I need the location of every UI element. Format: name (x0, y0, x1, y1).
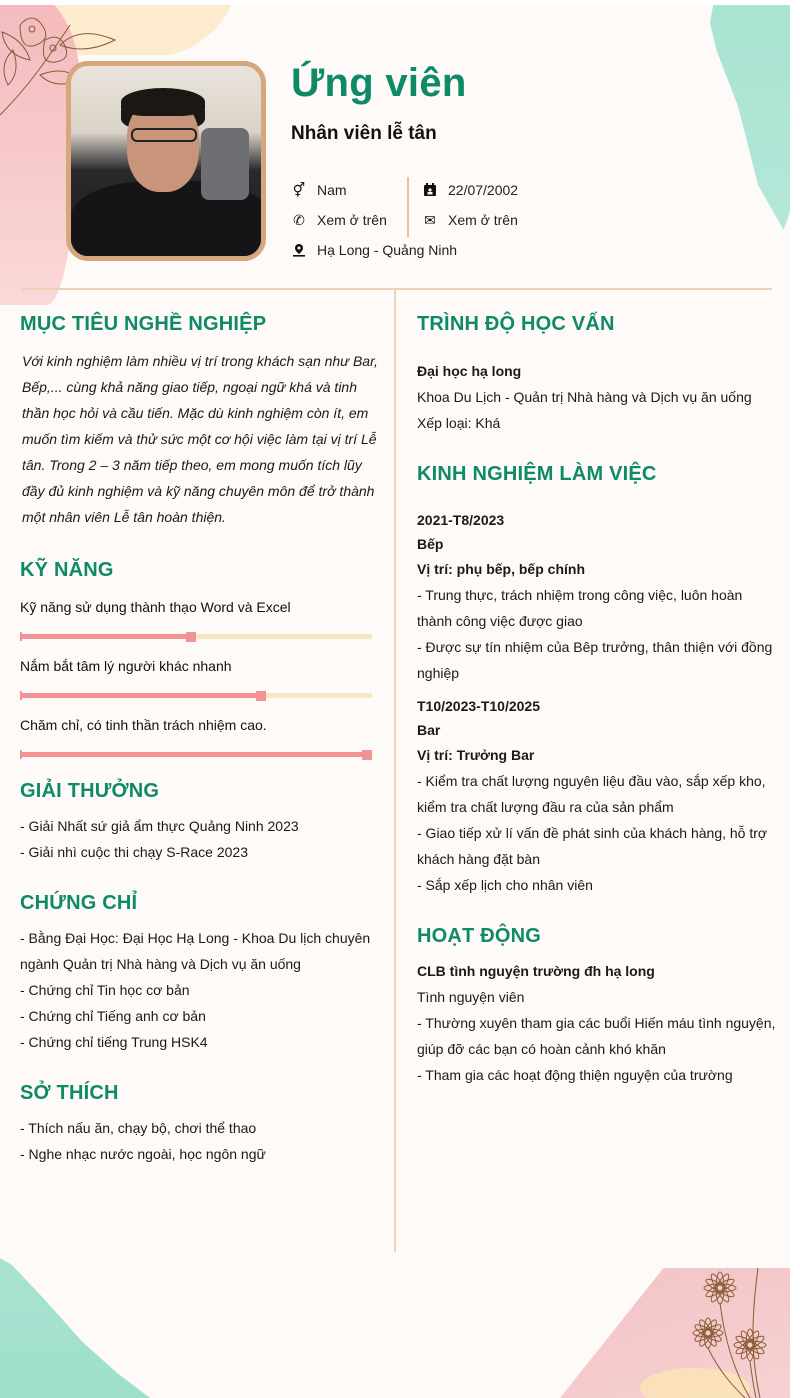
objective-text: Với kinh nghiệm làm nhiều vị trí trong khách sạn như Bar, Bếp,... cùng khả năng giao tiếp, ngoại ngữ khá và tinh thần học hỏi và cầu tiến. Mặc dù kinh nghiệm còn ít, em muốn tìm kiếm và thử sức một cơ hội việc làm tại vị trí Lễ tân. Trong 2 – 3 năm tiếp theo, em mong muốn tích lũy đầy đủ kinh nghiệm và kỹ năng chuyên môn để trở thành một nhân viên Lễ tân hoàn thiện. (22, 353, 378, 525)
objective-section (20, 310, 380, 530)
award-item: - Giải Nhất sứ giả ẩm thực Quảng Ninh 2023 (20, 818, 299, 834)
skill-label: Chăm chỉ, có tinh thần trách nhiệm cao. (20, 717, 267, 733)
skill-item (20, 653, 380, 698)
birthdate-value: 22/07/2002 (448, 182, 519, 198)
certificates-section (20, 889, 380, 1055)
job-entry (417, 694, 777, 898)
hobby-item: - Nghe nhạc nước ngoài, học ngôn ngữ (20, 1146, 266, 1162)
job-company: Bếp (417, 536, 444, 552)
hobbies-title: SỞ THÍCH (20, 1082, 119, 1104)
left-column (20, 310, 380, 1167)
skill-item (20, 594, 380, 639)
certificate-item: - Chứng chỉ Tin học cơ bản (20, 982, 190, 998)
activities-section (417, 922, 777, 1088)
activity-detail: - Tham gia các hoạt động thiện nguyện của trường (417, 1067, 733, 1083)
awards-title: GIẢI THƯỞNG (20, 780, 160, 802)
job-detail: - Sắp xếp lịch cho nhân viên (417, 877, 593, 893)
skill-bar (20, 634, 372, 639)
job-detail: - Kiểm tra chất lượng nguyên liệu đầu vào, sắp xếp kho, kiểm tra chất lượng đầu ra của sản phẩm (417, 773, 766, 815)
school-name: Đại học hạ long (417, 363, 522, 379)
column-divider (394, 290, 396, 1252)
skill-bar (20, 693, 372, 698)
cv-page (0, 5, 790, 1398)
skill-item (20, 712, 380, 757)
job-position: Vị trí: phụ bếp, bếp chính (417, 561, 585, 577)
skill-label: Nắm bắt tâm lý người khác nhanh (20, 658, 232, 674)
grade: Xếp loại: Khá (417, 415, 501, 431)
job-period: 2021-T8/2023 (417, 512, 505, 528)
calendar-icon (422, 182, 438, 198)
hobbies-section (20, 1079, 380, 1167)
education-title: TRÌNH ĐỘ HỌC VẤN (417, 313, 615, 335)
job-detail: - Được sự tín nhiệm của Bêp trưởng, thân thiện với đồng nghiệp (417, 639, 773, 681)
job-position: Vị trí: Trưởng Bar (417, 747, 535, 763)
job-entry (417, 508, 777, 686)
activity-org: CLB tình nguyện trường đh hạ long (417, 963, 655, 979)
flower-bouquet-line-art-icon (680, 1253, 790, 1398)
certificate-item: - Bằng Đại Học: Đại Học Hạ Long - Khoa Du lịch chuyên ngành Quản trị Nhà hàng và Dịch vụ ăn uống (20, 930, 371, 972)
gender-icon: ⚥ (292, 181, 306, 198)
watercolor-yellow-decoration (13, 5, 238, 55)
watercolor-mint-decoration-bottom (0, 1258, 150, 1398)
watercolor-yellow-decoration-bottom (640, 1368, 750, 1398)
phone-info (291, 212, 387, 228)
experience-section (417, 460, 777, 898)
email-value: Xem ở trên (448, 212, 518, 228)
experience-title: KINH NGHIỆM LÀM VIỆC (417, 463, 657, 485)
birthdate-info (422, 182, 518, 198)
activity-detail: - Thường xuyên tham gia các buổi Hiến máu tình nguyện, giúp đỡ các bạn có hoàn cảnh khó khăn (417, 1015, 776, 1057)
skills-title: KỸ NĂNG (20, 559, 114, 581)
watercolor-mint-decoration (710, 5, 790, 230)
watercolor-pink-decoration-bottom (560, 1268, 790, 1398)
location-icon (291, 242, 307, 258)
awards-section (20, 777, 380, 865)
address-info (291, 242, 457, 258)
certificates-title: CHỨNG CHỈ (20, 892, 138, 914)
activity-role: Tình nguyện viên (417, 989, 525, 1005)
job-company: Bar (417, 722, 441, 738)
gender-info (291, 182, 347, 198)
right-column (417, 310, 777, 1088)
skills-section (20, 556, 380, 757)
objective-title: MỤC TIÊU NGHỀ NGHIỆP (20, 313, 267, 335)
address-value: Hạ Long - Quảng Ninh (317, 242, 458, 258)
job-title: Nhân viên lễ tân (291, 123, 437, 144)
phone-icon: ✆ (293, 211, 305, 228)
activities-title: HOẠT ĐỘNG (417, 925, 542, 947)
profile-photo (66, 61, 266, 261)
award-item: - Giải nhì cuộc thi chạy S-Race 2023 (20, 844, 249, 860)
email-icon: ✉ (424, 211, 436, 228)
certificate-item: - Chứng chỉ Tiếng anh cơ bản (20, 1008, 206, 1024)
certificate-item: - Chứng chỉ tiếng Trung HSK4 (20, 1034, 208, 1050)
skill-bar (20, 752, 372, 757)
email-info (422, 212, 518, 228)
candidate-name: Ứng viên (291, 61, 467, 105)
header-divider (22, 288, 772, 290)
skill-label: Kỹ năng sử dụng thành thạo Word và Excel (20, 599, 291, 615)
hobby-item: - Thích nấu ăn, chạy bộ, chơi thể thao (20, 1120, 257, 1136)
phone-value: Xem ở trên (317, 212, 387, 228)
job-detail: - Giao tiếp xử lí vấn đề phát sinh của khách hàng, hỗ trợ khách hàng đặt bàn (417, 825, 768, 867)
education-section (417, 310, 777, 436)
info-divider (407, 177, 409, 237)
major: Khoa Du Lịch - Quản trị Nhà hàng và Dịch vụ ăn uống (417, 389, 752, 405)
job-detail: - Trung thực, trách nhiệm trong công việc, luôn hoàn thành công việc được giao (417, 587, 743, 629)
gender-value: Nam (317, 182, 347, 198)
job-period: T10/2023-T10/2025 (417, 698, 540, 714)
